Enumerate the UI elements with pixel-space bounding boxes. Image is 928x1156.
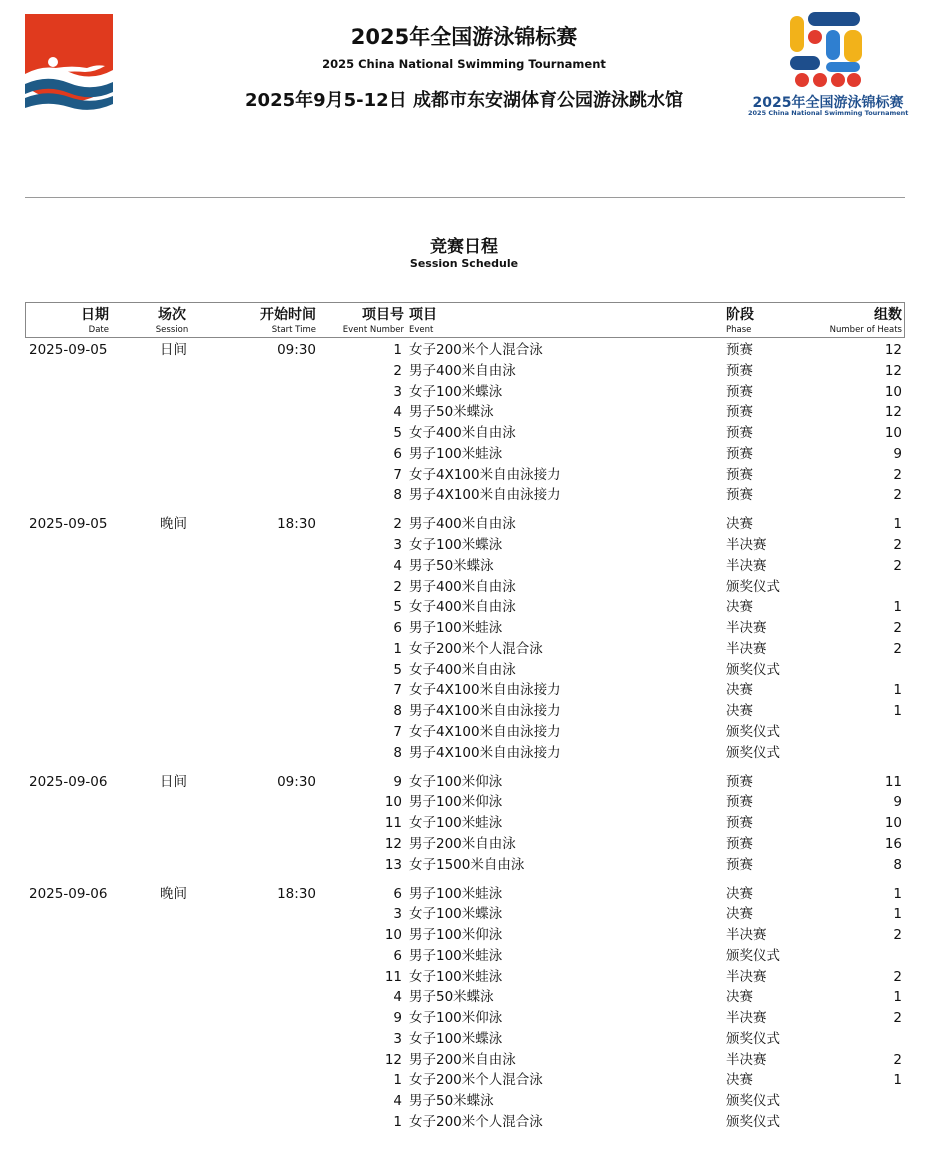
row-phase: 预赛 bbox=[726, 362, 753, 379]
row-phase: 半决赛 bbox=[726, 927, 767, 943]
row-event-number: 6 bbox=[393, 620, 402, 636]
column-event: 项目 Event bbox=[409, 307, 437, 335]
row-heats: 1 bbox=[893, 1072, 902, 1089]
row-event-number: 7 bbox=[393, 466, 402, 483]
row-event: 男子50米蝶泳 bbox=[409, 404, 494, 421]
row-event-number: 10 bbox=[384, 794, 402, 811]
logo-dot-red-3 bbox=[813, 73, 827, 87]
row-heats: 2 bbox=[893, 487, 902, 504]
table-row bbox=[0, 382, 928, 402]
row-phase: 颁奖仪式 bbox=[726, 947, 780, 964]
row-heats: 12 bbox=[884, 404, 902, 421]
row-event: 男子100米蛙泳 bbox=[409, 445, 503, 462]
table-row bbox=[0, 597, 928, 617]
row-event: 女子200米个人混合泳 bbox=[409, 342, 543, 358]
row-phase: 颁奖仪式 bbox=[726, 578, 780, 595]
row-phase: 预赛 bbox=[726, 487, 753, 504]
row-event: 女子100米蛙泳 bbox=[409, 815, 503, 831]
row-phase: 预赛 bbox=[726, 835, 753, 852]
table-row bbox=[0, 946, 928, 966]
row-phase: 半决赛 bbox=[726, 1010, 767, 1026]
row-heats: 2 bbox=[893, 620, 902, 636]
row-phase: 预赛 bbox=[726, 856, 753, 873]
table-row bbox=[0, 743, 928, 763]
row-event-number: 6 bbox=[393, 885, 402, 902]
table-row bbox=[0, 722, 928, 742]
row-event: 女子100米仰泳 bbox=[409, 773, 503, 790]
row-heats: 10 bbox=[884, 383, 902, 400]
row-phase: 颁奖仪式 bbox=[726, 661, 780, 678]
row-event: 女子100米蝶泳 bbox=[409, 537, 503, 553]
row-phase: 预赛 bbox=[726, 445, 753, 462]
row-event-number: 5 bbox=[393, 425, 402, 441]
row-phase: 决赛 bbox=[726, 1072, 753, 1089]
row-phase: 预赛 bbox=[726, 342, 753, 358]
row-start-time: 09:30 bbox=[277, 773, 316, 790]
row-event-number: 7 bbox=[393, 723, 402, 740]
row-session: 日间 bbox=[160, 342, 187, 358]
row-event: 男子100米蛙泳 bbox=[409, 947, 503, 964]
row-heats: 16 bbox=[884, 835, 902, 852]
table-row bbox=[0, 577, 928, 597]
row-phase: 半决赛 bbox=[726, 537, 767, 553]
row-phase: 决赛 bbox=[726, 906, 753, 923]
row-phase: 颁奖仪式 bbox=[726, 744, 780, 761]
row-phase: 决赛 bbox=[726, 989, 753, 1006]
row-heats: 2 bbox=[893, 640, 902, 657]
logo-text-en: 2025 China National Swimming Tournament bbox=[748, 109, 909, 117]
row-heats: 2 bbox=[893, 1051, 902, 1068]
row-event: 男子100米仰泳 bbox=[409, 927, 503, 943]
table-row bbox=[0, 701, 928, 721]
row-event-number: 12 bbox=[384, 1051, 402, 1068]
table-row bbox=[0, 855, 928, 875]
row-event-number: 3 bbox=[393, 1030, 402, 1047]
row-event-number: 8 bbox=[393, 487, 402, 504]
row-heats: 11 bbox=[884, 773, 902, 790]
row-session: 日间 bbox=[160, 773, 187, 790]
row-phase: 决赛 bbox=[726, 885, 753, 902]
table-row bbox=[0, 904, 928, 924]
row-heats: 2 bbox=[893, 557, 902, 574]
table-row bbox=[0, 402, 928, 422]
row-heats: 12 bbox=[884, 342, 902, 358]
row-event: 女子400米自由泳 bbox=[409, 425, 516, 441]
row-event: 男子100米蛙泳 bbox=[409, 620, 503, 636]
table-row bbox=[0, 792, 928, 812]
table-row bbox=[0, 514, 928, 534]
row-heats: 1 bbox=[893, 885, 902, 902]
table-row bbox=[0, 1112, 928, 1132]
row-event: 女子400米自由泳 bbox=[409, 661, 516, 678]
row-phase: 预赛 bbox=[726, 383, 753, 400]
table-row bbox=[0, 660, 928, 680]
row-date: 2025-09-05 bbox=[29, 342, 108, 358]
table-row bbox=[0, 772, 928, 792]
row-event: 女子200米个人混合泳 bbox=[409, 640, 543, 657]
logo-dot-red-2 bbox=[795, 73, 809, 87]
row-phase: 决赛 bbox=[726, 682, 753, 699]
row-heats: 10 bbox=[884, 425, 902, 441]
row-heats: 10 bbox=[884, 815, 902, 831]
table-row bbox=[0, 1050, 928, 1070]
row-event: 女子4X100米自由泳接力 bbox=[409, 682, 561, 699]
row-heats: 1 bbox=[893, 989, 902, 1006]
row-event-number: 4 bbox=[393, 404, 402, 421]
row-heats: 9 bbox=[893, 445, 902, 462]
row-event: 男子50米蝶泳 bbox=[409, 1093, 494, 1109]
row-event-number: 9 bbox=[393, 773, 402, 790]
row-event: 男子100米蛙泳 bbox=[409, 885, 503, 902]
row-event-number: 8 bbox=[393, 744, 402, 761]
logo-dot-red-4 bbox=[831, 73, 845, 87]
row-event-number: 10 bbox=[384, 927, 402, 943]
row-event-number: 4 bbox=[393, 989, 402, 1006]
row-phase: 预赛 bbox=[726, 815, 753, 831]
row-phase: 预赛 bbox=[726, 773, 753, 790]
row-phase: 决赛 bbox=[726, 599, 753, 616]
row-event: 女子100米蝶泳 bbox=[409, 383, 503, 400]
row-heats: 1 bbox=[893, 682, 902, 699]
row-event-number: 11 bbox=[384, 815, 402, 831]
row-event-number: 13 bbox=[384, 856, 402, 873]
row-event-number: 4 bbox=[393, 557, 402, 574]
row-heats: 2 bbox=[893, 537, 902, 553]
row-session: 晚间 bbox=[160, 885, 187, 902]
row-start-time: 18:30 bbox=[277, 516, 316, 533]
table-row bbox=[0, 639, 928, 659]
row-heats: 2 bbox=[893, 466, 902, 483]
page-title-en: 2025 China National Swimming Tournament bbox=[322, 57, 606, 71]
table-row bbox=[0, 1091, 928, 1111]
row-event: 女子200米个人混合泳 bbox=[409, 1072, 543, 1089]
row-phase: 颁奖仪式 bbox=[726, 723, 780, 740]
table-row bbox=[0, 340, 928, 360]
row-event: 男子200米自由泳 bbox=[409, 1051, 516, 1068]
row-event: 女子200米个人混合泳 bbox=[409, 1113, 543, 1130]
table-row bbox=[0, 618, 928, 638]
row-date: 2025-09-06 bbox=[29, 885, 108, 902]
section-subtitle: Session Schedule bbox=[409, 257, 519, 270]
row-phase: 半决赛 bbox=[726, 620, 767, 636]
row-event-number: 1 bbox=[393, 640, 402, 657]
row-heats: 2 bbox=[893, 1010, 902, 1026]
column-date: 日期 Date bbox=[81, 307, 109, 335]
row-event: 女子100米蝶泳 bbox=[409, 1030, 503, 1047]
row-event-number: 12 bbox=[384, 835, 402, 852]
row-phase: 预赛 bbox=[726, 466, 753, 483]
row-heats: 9 bbox=[893, 794, 902, 811]
table-row bbox=[0, 361, 928, 381]
row-event: 女子1500米自由泳 bbox=[409, 856, 525, 873]
row-event-number: 11 bbox=[384, 968, 402, 985]
section-title: 竞赛日程 bbox=[430, 237, 498, 257]
row-event: 女子100米仰泳 bbox=[409, 1010, 503, 1026]
row-event: 男子4X100米自由泳接力 bbox=[409, 487, 561, 504]
row-phase: 决赛 bbox=[726, 516, 753, 533]
row-event: 男子200米自由泳 bbox=[409, 835, 516, 852]
row-event-number: 2 bbox=[393, 578, 402, 595]
table-row bbox=[0, 1070, 928, 1090]
row-event: 男子50米蝶泳 bbox=[409, 557, 494, 574]
row-event: 女子100米蝶泳 bbox=[409, 906, 503, 923]
row-event-number: 3 bbox=[393, 906, 402, 923]
row-phase: 半决赛 bbox=[726, 968, 767, 985]
row-heats: 2 bbox=[893, 968, 902, 985]
row-start-time: 18:30 bbox=[277, 885, 316, 902]
row-event: 男子4X100米自由泳接力 bbox=[409, 744, 561, 761]
row-event: 女子4X100米自由泳接力 bbox=[409, 723, 561, 740]
table-row bbox=[0, 987, 928, 1007]
row-event: 男子400米自由泳 bbox=[409, 362, 516, 379]
column-heats: 组数 Number of Heats bbox=[829, 307, 902, 335]
row-phase: 半决赛 bbox=[726, 640, 767, 657]
row-event-number: 5 bbox=[393, 599, 402, 616]
row-event-number: 5 bbox=[393, 661, 402, 678]
column-session: 场次 Session bbox=[155, 307, 189, 335]
row-phase: 颁奖仪式 bbox=[726, 1113, 780, 1130]
row-event: 女子100米蛙泳 bbox=[409, 968, 503, 985]
table-row bbox=[0, 423, 928, 443]
page-title: 2025年全国游泳锦标赛 bbox=[350, 25, 578, 49]
column-start-time: 开始时间 Start Time bbox=[260, 307, 316, 335]
row-event: 女子400米自由泳 bbox=[409, 599, 516, 616]
table-row bbox=[0, 967, 928, 987]
row-date: 2025-09-05 bbox=[29, 516, 108, 533]
row-event: 女子4X100米自由泳接力 bbox=[409, 466, 561, 483]
row-date: 2025-09-06 bbox=[29, 773, 108, 790]
row-phase: 半决赛 bbox=[726, 1051, 767, 1068]
table-row bbox=[0, 884, 928, 904]
header-divider bbox=[25, 197, 905, 198]
row-event-number: 2 bbox=[393, 516, 402, 533]
row-phase: 颁奖仪式 bbox=[726, 1093, 780, 1109]
row-heats: 1 bbox=[893, 516, 902, 533]
row-session: 晚间 bbox=[160, 516, 187, 533]
row-heats: 1 bbox=[893, 703, 902, 719]
table-row bbox=[0, 680, 928, 700]
row-phase: 半决赛 bbox=[726, 557, 767, 574]
row-event-number: 4 bbox=[393, 1093, 402, 1109]
table-row bbox=[0, 556, 928, 576]
table-row bbox=[0, 485, 928, 505]
row-event-number: 9 bbox=[393, 1010, 402, 1026]
table-row bbox=[0, 925, 928, 945]
row-phase: 预赛 bbox=[726, 425, 753, 441]
row-heats: 1 bbox=[893, 906, 902, 923]
row-event-number: 6 bbox=[393, 947, 402, 964]
row-event-number: 2 bbox=[393, 362, 402, 379]
row-event-number: 1 bbox=[393, 1072, 402, 1089]
row-phase: 预赛 bbox=[726, 404, 753, 421]
table-row bbox=[0, 444, 928, 464]
row-event-number: 7 bbox=[393, 682, 402, 699]
row-phase: 预赛 bbox=[726, 794, 753, 811]
table-row bbox=[0, 1008, 928, 1028]
row-event-number: 1 bbox=[393, 1113, 402, 1130]
row-event-number: 1 bbox=[393, 342, 402, 358]
row-event-number: 8 bbox=[393, 703, 402, 719]
logo-dot-red-5 bbox=[847, 73, 861, 87]
row-event-number: 3 bbox=[393, 383, 402, 400]
row-event-number: 3 bbox=[393, 537, 402, 553]
row-phase: 颁奖仪式 bbox=[726, 1030, 780, 1047]
row-phase: 决赛 bbox=[726, 703, 753, 719]
venue-line: 2025年9月5-12日 成都市东安湖体育公园游泳跳水馆 bbox=[245, 90, 683, 111]
row-event: 男子50米蝶泳 bbox=[409, 989, 494, 1006]
table-row bbox=[0, 535, 928, 555]
logo-text-cn: 2025年全国游泳锦标赛 bbox=[752, 95, 904, 111]
row-event: 男子100米仰泳 bbox=[409, 794, 503, 811]
row-heats: 8 bbox=[893, 856, 902, 873]
table-row bbox=[0, 834, 928, 854]
table-header bbox=[25, 302, 905, 338]
column-event-number: 项目号 Event Number bbox=[342, 307, 404, 335]
row-heats: 2 bbox=[893, 927, 902, 943]
row-start-time: 09:30 bbox=[277, 342, 316, 358]
row-heats: 12 bbox=[884, 362, 902, 379]
row-event: 男子400米自由泳 bbox=[409, 578, 516, 595]
row-heats: 1 bbox=[893, 599, 902, 616]
row-event-number: 6 bbox=[393, 445, 402, 462]
table-row bbox=[0, 465, 928, 485]
column-phase: 阶段 Phase bbox=[726, 307, 754, 335]
row-event: 男子400米自由泳 bbox=[409, 516, 516, 533]
table-row bbox=[0, 1029, 928, 1049]
row-event: 男子4X100米自由泳接力 bbox=[409, 703, 561, 719]
table-row bbox=[0, 813, 928, 833]
